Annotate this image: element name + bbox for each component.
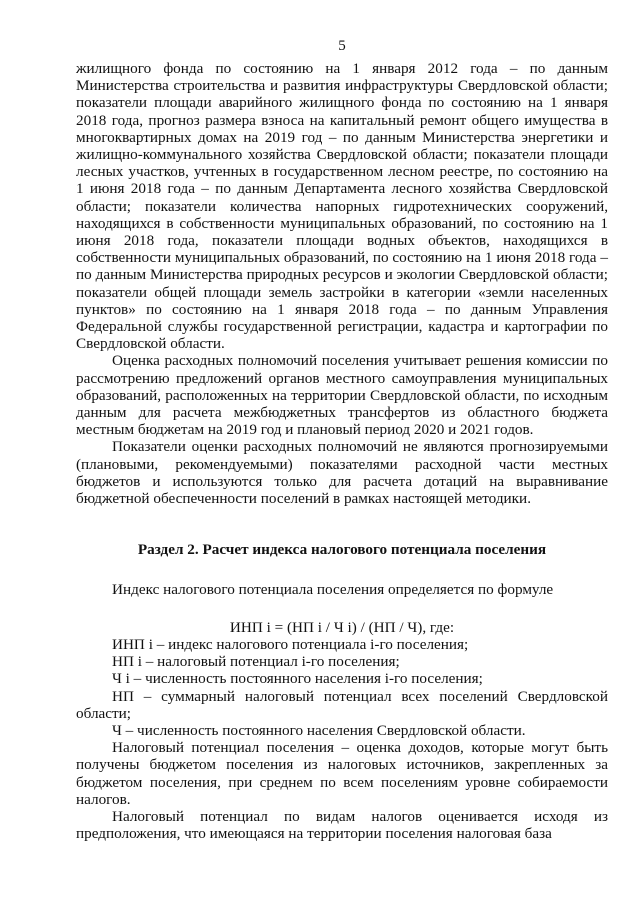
page-number: 5 — [338, 38, 346, 54]
paragraph-indicators-note: Показатели оценки расходных полномочий не являются прогнозируемыми (плановыми, рекомендуемыми) показателями расходной части местных бюджетов и используются только для расчета дотаций на выравнивание бюджетной обеспеченности поселений в рамках настоящей методики. — [76, 438, 608, 508]
definition-item: ИНП i – индекс налогового потенциала i-го поселения; — [112, 635, 469, 653]
formula-intro: Индекс налогового потенциала поселения определяется по формуле — [112, 581, 554, 599]
definition-item: Ч i – численность постоянного населения i-го поселения; — [112, 670, 483, 688]
formula: ИНП i = (НП i / Ч i) / (НП / Ч), где: — [229, 618, 455, 636]
paragraph-commission-decisions: Оценка расходных полномочий поселения учитывает решения комиссии по рассмотрению предложений органов местного самоуправления муниципальных образований, расположенных на территории Свердловской области, по исходным данным для расчета межбюджетных трансфертов из областного бюджета местным бюджетам на 2019 год и плановый период 2020 и 2021 годов. — [76, 352, 608, 439]
paragraph-tax-potential-estimation: Налоговый потенциал по видам налогов оценивается исходя из предположения, что имеющаяся на территории поселения налоговая база — [76, 807, 608, 843]
definition-item: НП i – налоговый потенциал i-го поселения; — [112, 653, 400, 671]
definition-item: НП – суммарный налоговый потенциал всех поселений Свердловской области; — [76, 687, 608, 722]
paragraph-data-sources: жилищного фонда по состоянию на 1 января 2012 года – по данным Министерства строительства и развития инфраструктуры Свердловской области; показатели площади аварийного жилищного фонда по состоянию на 1 января 2018 года, прогноз размера взноса на капитальный ремонт общего имущества в многоквартирных домах на 2019 год – по данным Министерства энергетики и жилищно-коммунального хозяйства Свердловской области; показатели площади лесных участков, учтенных в государственном лесном реестре, по состоянию на 1 июня 2018 года – по данным Департамента лесного хозяйства Свердловской области; показатели количества напорных гидротехнических сооружений, находящихся в собственности муниципальных образований, по состоянию на 1 июня 2018 года, показатели площади водных объектов, находящихся в собственности муниципальных образований, по состоянию на 1 июня 2018 года – по данным Министерства природных ресурсов и экологии Свердловской области; показатели общей площади земель застройки в категории «земли населенных пунктов» по состоянию на 1 января 2018 года – по данным Управления Федеральной службы государственной регистрации, кадастра и картографии по Свердловской области. — [76, 60, 608, 353]
paragraph-tax-potential-definition: Налоговый потенциал поселения – оценка доходов, которые могут быть получены бюджетом поселения из налоговых источников, закрепленных за бюджетом поселения, при среднем по всем поселениям уровне собираемости налогов. — [76, 739, 608, 808]
section-title: Раздел 2. Расчет индекса налогового потенциала поселения — [137, 541, 547, 559]
definition-item: Ч – численность постоянного населения Свердловской области. — [112, 721, 526, 739]
